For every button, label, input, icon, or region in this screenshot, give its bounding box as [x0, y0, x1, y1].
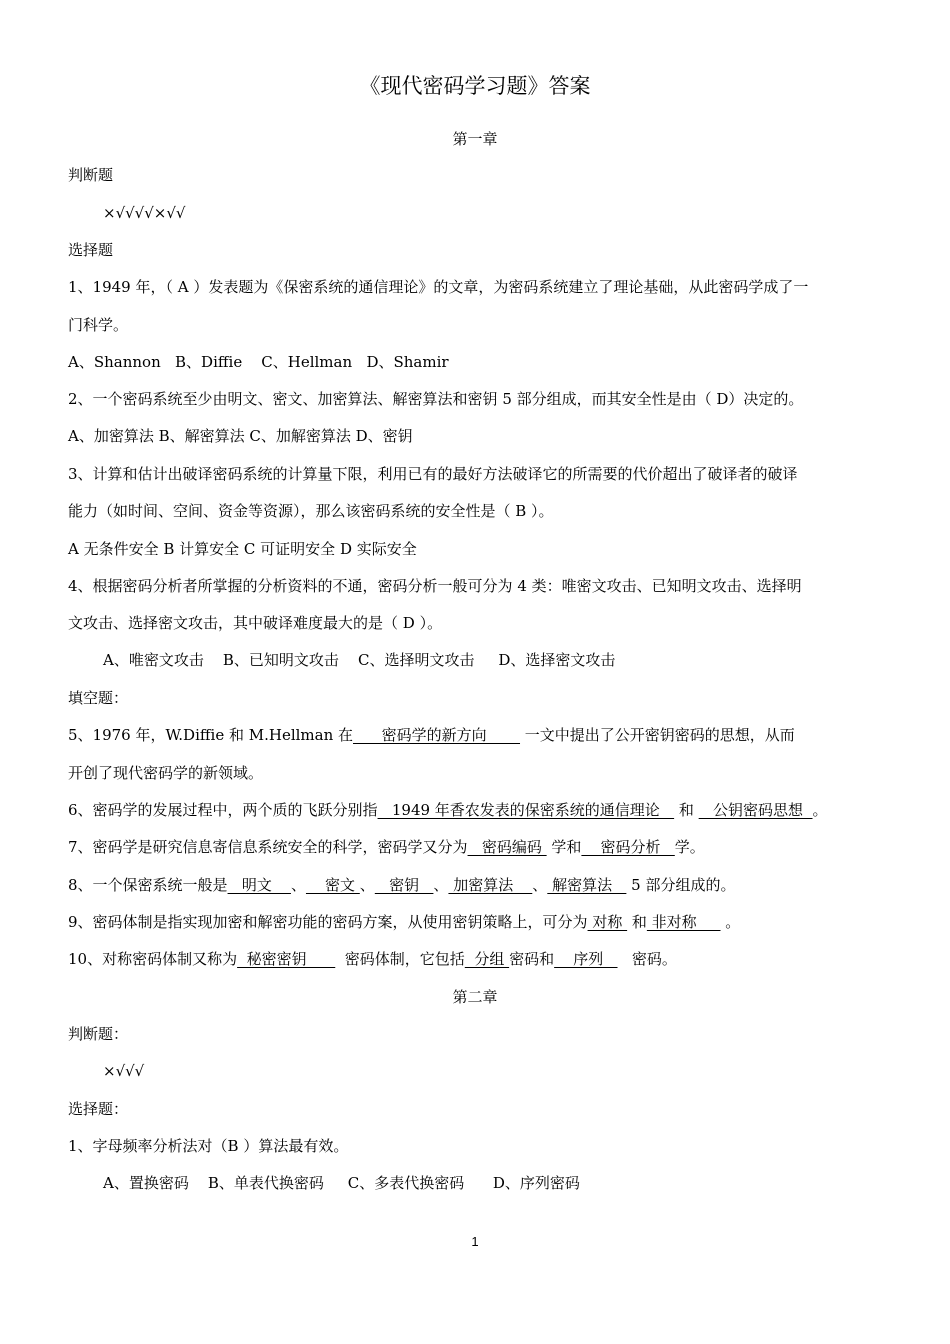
question-text: 学。: [674, 838, 705, 856]
question-text: 门科学。: [68, 316, 129, 334]
answer-blank: 分组: [464, 950, 510, 968]
separator: 、: [290, 876, 306, 894]
answer-blank: 公钥密码思想: [698, 801, 813, 819]
answer-blank: 1949 年香农发表的保密系统的通信理论: [377, 801, 675, 819]
question-text: 和: [627, 913, 647, 931]
answer-blank: 密码编码: [467, 838, 547, 856]
question-text: 8、一个保密系统一般是: [68, 876, 228, 894]
answer-blank: 序列: [554, 950, 618, 968]
fill-question: [68, 875, 735, 895]
question-text: 7、密码学是研究信息寄信息系统安全的科学，密码学又分为: [68, 838, 468, 856]
section-heading: 选择题: [68, 241, 114, 259]
question-options: A 无条件安全 B 计算安全 C 可证明安全 D 实际安全: [68, 540, 417, 558]
question-text: 6、密码学的发展过程中，两个质的飞跃分别指: [68, 801, 378, 819]
section-heading: 选择题：: [68, 1100, 129, 1118]
question-text: 能力（如时间、空间、资金等资源），那么该密码系统的安全性是（ B ）。: [68, 502, 554, 520]
fill-question: [68, 837, 705, 857]
answer-blank: 明文: [227, 876, 291, 894]
question-text: 学和: [546, 838, 582, 856]
fill-question: [68, 800, 828, 820]
question-options: A、置换密码 B、单表代换密码 C、多表代换密码 D、序列密码: [103, 1174, 580, 1192]
question-text: 1、字母频率分析法对（B ）算法最有效。: [68, 1137, 349, 1155]
question-text: 密码和: [509, 950, 555, 968]
question-options: A、加密算法 B、解密算法 C、加解密算法 D、密钥: [68, 427, 413, 445]
question-text: 密码。: [617, 950, 677, 968]
question-text: 和: [674, 801, 699, 819]
answer-blank: 非对称: [646, 913, 721, 931]
fill-question: [68, 725, 795, 745]
answer-blank: 秘密密钥: [237, 950, 336, 968]
answer-blank: 密码分析: [581, 838, 675, 856]
question-text: 4、根据密码分析者所掌握的分析资料的不通，密码分析一般可分为 4 类：唯密文攻击、已知明文攻击、选择明: [68, 577, 802, 595]
question-text: 。: [720, 913, 741, 931]
question-text: 开创了现代密码学的新领域。: [68, 764, 264, 782]
question-text: 3、计算和估计出破译密码系统的计算量下限，利用已有的最好方法破译它的所需要的代价超出了破译者的破译: [68, 465, 798, 483]
question-text: 9、密码体制是指实现加密和解密功能的密码方案，从使用密钥策略上，可分为: [68, 913, 588, 931]
question-text: 文攻击、选择密文攻击，其中破译难度最大的是（ D ）。: [68, 614, 443, 632]
question-text: 一文中提出了公开密钥密码的思想，从而: [520, 726, 795, 744]
document-title: 《现代密码学习题》答案: [359, 74, 591, 98]
question-text: 密码体制，它包括: [335, 950, 465, 968]
fill-question: [68, 949, 677, 969]
answer-blank: 密钥: [374, 876, 434, 894]
question-text: 。: [812, 801, 828, 819]
question-text: 1、1949 年，（ A ）发表题为《保密系统的通信理论》的文章，为密码系统建立了理论基础，从此密码学成了一: [68, 278, 809, 296]
answer-blank: 解密算法: [547, 876, 627, 894]
question-options: A、唯密文攻击 B、已知明文攻击 C、选择明文攻击 D、选择密文攻击: [103, 651, 616, 669]
separator: 、: [359, 876, 375, 894]
question-text: 10、对称密码体制又称为: [68, 950, 238, 968]
question-text: 2、一个密码系统至少由明文、密文、加密算法、解密算法和密钥 5 部分组成，而其安全性是由（ D）决定的。: [68, 390, 804, 408]
chapter-heading: 第二章: [452, 988, 498, 1006]
separator: 、: [532, 876, 548, 894]
section-heading: 填空题：: [68, 689, 129, 707]
question-text: 5 部分组成的。: [626, 876, 736, 894]
answer-blank: 密码学的新方向: [353, 726, 521, 744]
section-heading: 判断题：: [68, 1025, 129, 1043]
separator: 、: [433, 876, 449, 894]
fill-question: [68, 912, 740, 932]
answer-blank: 密文: [305, 876, 360, 894]
question-text: 5、1976 年，W.Diffie 和 M.Hellman 在: [68, 726, 354, 744]
judgement-answers: ×√√√: [103, 1062, 145, 1080]
page-number: 1: [471, 1234, 479, 1249]
chapter-heading: 第一章: [452, 130, 498, 148]
judgement-answers: ×√√√√×√√: [103, 204, 186, 222]
answer-blank: 加密算法: [448, 876, 533, 894]
question-options: A、Shannon B、Diffie C、Hellman D、Shamir: [68, 353, 449, 371]
section-heading: 判断题: [68, 166, 114, 184]
answer-blank: 对称: [587, 913, 628, 931]
